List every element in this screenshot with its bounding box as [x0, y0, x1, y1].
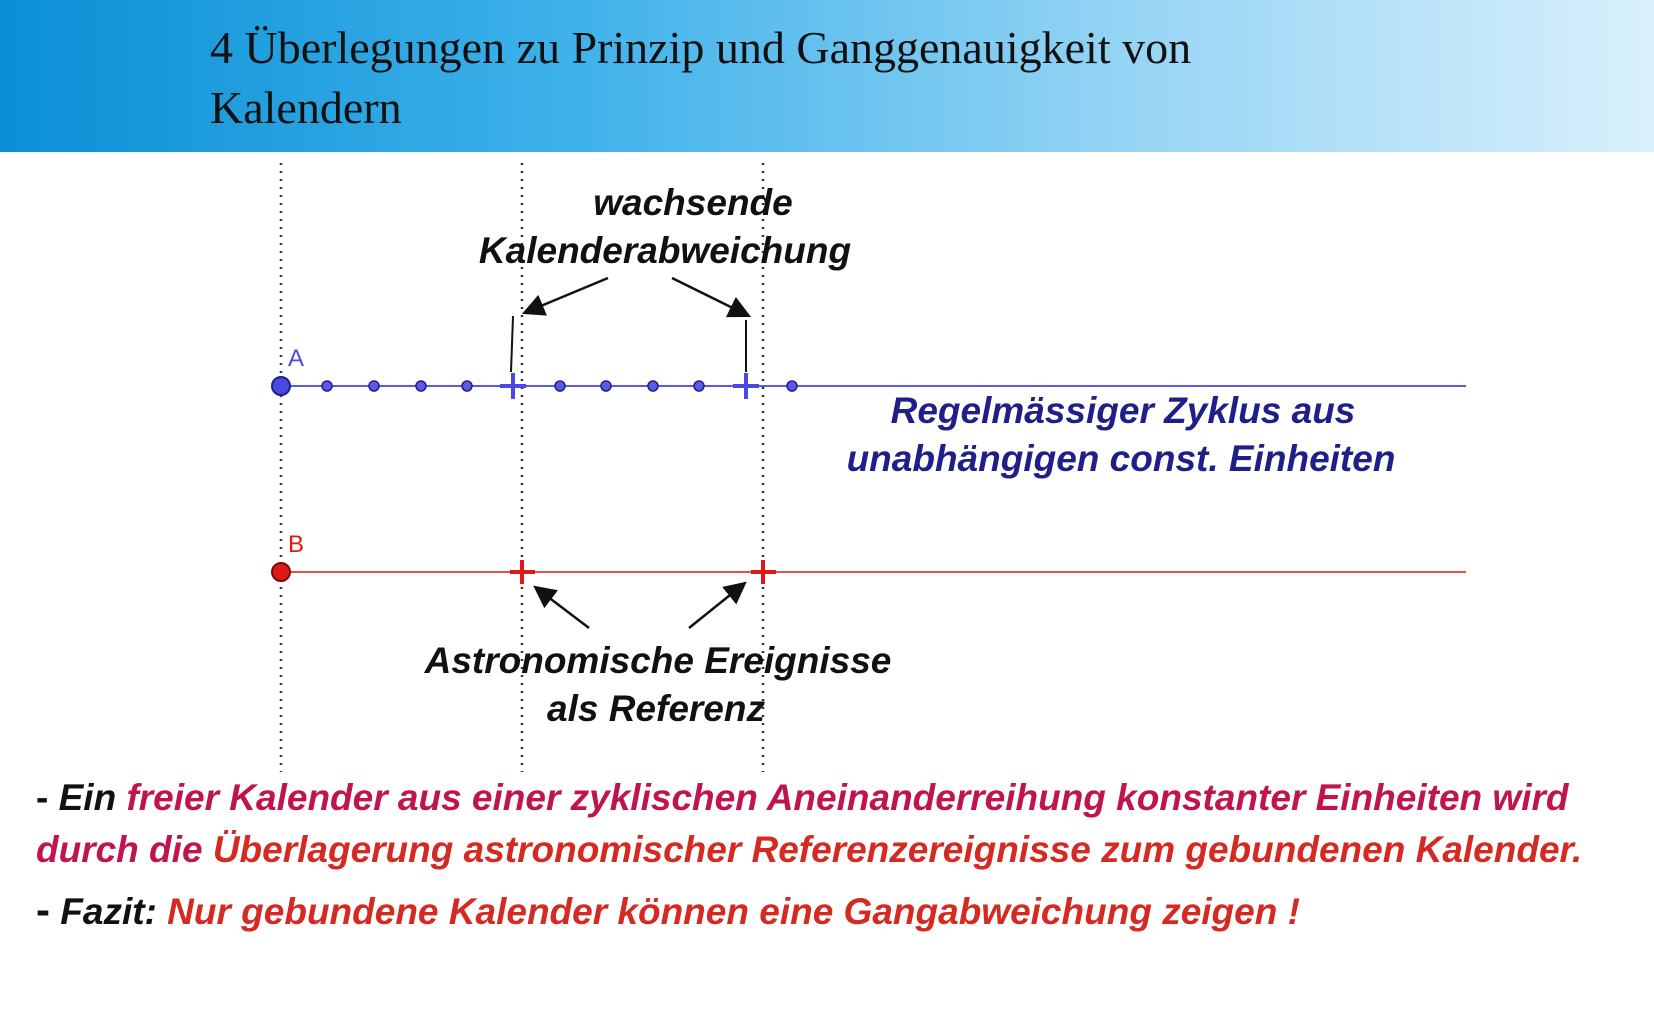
unit-dot — [787, 381, 797, 391]
bullet-conclusion — [36, 884, 1646, 938]
bullet-1-free-calendar: freier Kalender aus einer zyklischen Aneinanderreihung konstanter Einheiten wird durch die — [36, 777, 1569, 870]
point-a-label: A — [288, 345, 305, 372]
bullet-dash: - — [36, 777, 49, 818]
unit-dot — [648, 381, 658, 391]
unit-dot — [416, 381, 426, 391]
cycle-caption-line-2: unabhängigen const. Einheiten — [846, 438, 1396, 479]
deviation-arrow-left — [524, 278, 608, 313]
reference-label-line-2: als Referenz — [547, 688, 765, 729]
point-b-label: B — [288, 531, 305, 558]
bullet-calendar-principle — [36, 772, 1646, 876]
bullet-2-text: Nur gebundene Kalender können eine Gangabweichung zeigen ! — [167, 891, 1300, 932]
slide-title-line-2: Kalendern — [210, 82, 402, 133]
deviation-arrow-right — [672, 278, 749, 316]
point-a — [272, 377, 290, 395]
bullet-dash: - — [36, 886, 50, 933]
unit-dot — [462, 381, 472, 391]
unit-dot — [601, 381, 611, 391]
slide-title-line-1: 4 Überlegungen zu Prinzip und Ganggenauigkeit von — [210, 22, 1192, 73]
deviation-label-line-2: Kalenderabweichung — [478, 230, 852, 271]
reference-arrow-left — [535, 587, 589, 628]
point-b — [272, 563, 290, 581]
reference-label-line-1: Astronomische Ereignisse — [424, 640, 892, 681]
cycle-mark — [733, 373, 759, 399]
conclusion-bullets — [36, 772, 1646, 938]
bullet-2-label: Fazit: — [60, 891, 157, 932]
bullet-1-intro: Ein — [58, 777, 117, 818]
unit-dot — [555, 381, 565, 391]
unit-dot — [369, 381, 379, 391]
reference-arrow-right — [689, 583, 745, 628]
cycle-caption-line-1: Regelmässiger Zyklus aus — [890, 390, 1356, 431]
unit-dot — [322, 381, 332, 391]
event-mark — [510, 560, 535, 584]
bullet-1-bound-calendar: Überlagerung astronomischer Referenzereignisse zum gebundenen Kalender. — [212, 829, 1583, 870]
deviation-bracket-left — [511, 316, 513, 372]
deviation-label-line-1: wachsende — [593, 182, 793, 223]
event-mark — [751, 560, 776, 584]
unit-dot — [694, 381, 704, 391]
